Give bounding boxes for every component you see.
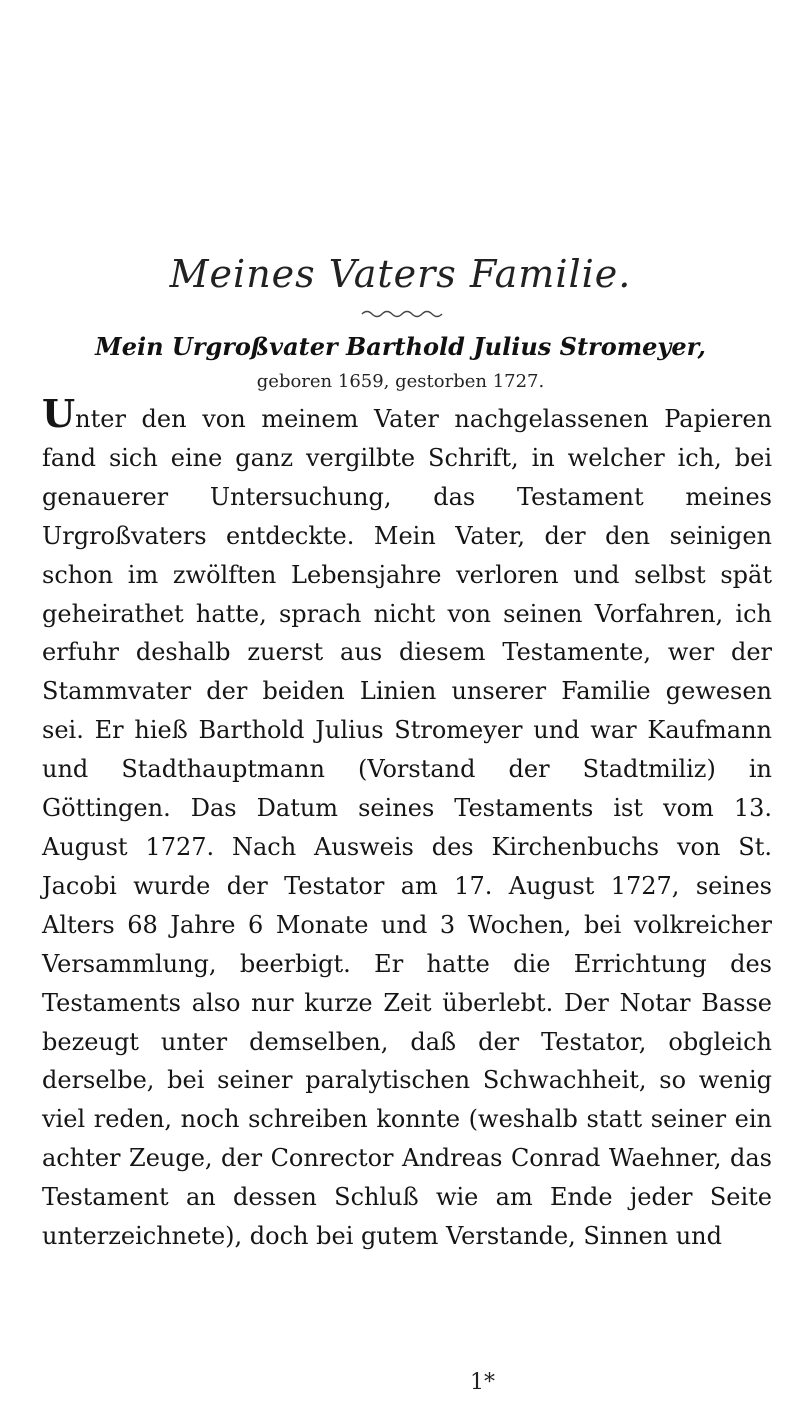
body-paragraph	[42, 391, 772, 1256]
wave-ornament-icon	[360, 308, 444, 318]
dropcap: U	[42, 391, 76, 436]
body-text: nter den von meinem Vater nachgelassenen Papieren fand sich eine ganz vergilbte Schrift, in welcher ich, bei genauerer Untersuchung, das Testament meines Urgroßvaters entdeckte. Mein Vater, der den seinigen schon im zwölften Lebensjahre verloren und selbst spät geheirathet hatte, sprach nicht von seinen Vorfahren, ich erfuhr deshalb zuerst aus diesem Testamente, wer der Stammvater der beiden Linien unserer Familie gewesen sei. Er hieß Barthold Julius Stromeyer und war Kaufmann und Stadthauptmann (Vorstand der Stadtmiliz) in Göttingen. Das Datum seines Testaments ist vom 13. August 1727. Nach Ausweis des Kirchenbuchs von St. Jacobi wurde der Testator am 17. August 1727, seines Alters 68 Jahre 6 Monate und 3 Wochen, bei volkreicher Versammlung, beerbigt. Er hatte die Errichtung des Testaments also nur kurze Zeit überlebt. Der Notar Basse bezeugt unter demselben, daß der Testator, obgleich derselbe, bei seiner paralytischen Schwachheit, so wenig viel reden, noch schreiben konnte (weshalb statt seiner ein achter Zeuge, der Conrector Andreas Conrad Waehner, das Testament an dessen Schluß wie am Ende jeder Seite unterzeichnete), doch bei gutem Verstande, Sinnen und	[42, 405, 772, 1251]
dates-line: geboren 1659, gestorben 1727.	[256, 371, 545, 392]
page-signature: 1*	[470, 1370, 495, 1395]
section-title: Mein Urgroßvater Barthold Julius Stromeyer,	[95, 332, 706, 361]
chapter-title: Meines Vaters Familie.	[169, 252, 632, 296]
